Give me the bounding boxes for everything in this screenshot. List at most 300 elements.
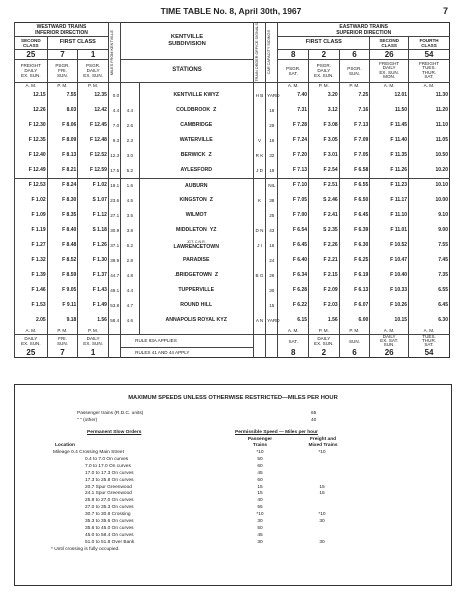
station-distance: 2.6 — [121, 118, 139, 133]
passenger-speed: 40 — [257, 498, 263, 504]
station-cell — [139, 118, 253, 133]
east-time: F 2.15 — [309, 268, 340, 283]
mileage: 4.4 — [108, 103, 120, 118]
west-time: F 12.49 — [15, 163, 48, 178]
west-time: F 12.35 — [15, 133, 48, 148]
east-type-54: FREIGHT TUES. THUR. SAT. — [409, 60, 450, 83]
east-time: 7.35 — [409, 268, 450, 283]
west-time: F 1.02 — [15, 193, 48, 208]
east-time: F 7.20 — [278, 148, 309, 163]
east-time: F 6.39 — [339, 223, 370, 238]
east-time: F 6.22 — [278, 298, 309, 313]
west-time: F 9.05 — [47, 283, 78, 298]
east-time: 6.00 — [339, 313, 370, 328]
east-time: F 11.35 — [370, 148, 409, 163]
timetable-row — [15, 178, 450, 193]
slow-order-location: 25.8 to 27.0 On curves — [85, 498, 134, 504]
station-name: PARADISE — [183, 257, 210, 264]
passenger-speed: 60 — [257, 477, 263, 483]
ampm-east: A. M. — [370, 328, 409, 334]
east-time: F 11.17 — [370, 193, 409, 208]
west-time: 8.03 — [47, 103, 78, 118]
east-footer-train-8: 8 — [278, 348, 309, 358]
passenger-speed: 50 — [257, 525, 263, 531]
west-time: F 12.40 — [15, 148, 48, 163]
ampm-west: P. M. — [47, 328, 78, 334]
west-train-7: 7 — [47, 49, 78, 59]
east-train-2: 2 — [309, 49, 340, 59]
other-speed-label: " " (other) — [77, 418, 98, 423]
station-name: LAWRENCETOWN — [173, 244, 219, 251]
east-time: F 2.41 — [309, 208, 340, 223]
train-order-signal — [253, 283, 265, 298]
east-time: F 10.47 — [370, 253, 409, 268]
car-capacity-label: CAR CAPACITY SIDINGS — [267, 30, 272, 75]
station-distance: 6.2 — [121, 238, 139, 253]
east-footer-days-6: SUN. — [339, 334, 370, 348]
mileage: 0.0 — [108, 88, 120, 103]
freight-speed: 15 — [319, 491, 325, 497]
ampm-west: A. M. — [15, 328, 48, 334]
passenger-speed: 15 — [257, 491, 263, 497]
rule-93a: RULE 93A APPLIES — [121, 334, 254, 348]
station-name: BERWICK — [180, 152, 206, 159]
ampm-east: A. M. — [409, 82, 450, 88]
east-time: F 11.23 — [370, 178, 409, 193]
station-cell — [139, 88, 253, 103]
east-time: F 7.05 — [339, 148, 370, 163]
east-time: F 10.40 — [370, 268, 409, 283]
west-time: S 1.07 — [78, 193, 109, 208]
east-time: 6.55 — [409, 283, 450, 298]
east-time: F 2.26 — [309, 238, 340, 253]
timetable-row — [15, 118, 450, 133]
mileage: 58.4 — [108, 313, 120, 328]
west-time: 2.05 — [15, 313, 48, 328]
station-name: WATERVILLE — [179, 137, 213, 144]
other-speed-value: 40 — [311, 418, 317, 423]
ampm-west: P. M. — [78, 82, 109, 88]
station-flag: YZ — [209, 227, 217, 234]
east-time: 10.15 — [370, 313, 409, 328]
station-distance: 4.5 — [121, 193, 139, 208]
train-order-signal: B G — [253, 268, 265, 283]
east-time: F 11.40 — [370, 133, 409, 148]
car-capacity: 19 — [266, 163, 278, 178]
car-capacity: 16 — [266, 238, 278, 253]
speeds-heading: MAXIMUM SPEEDS UNLESS OTHERWISE RESTRICTED—MILES PER HOUR — [128, 395, 338, 401]
slow-order-location: 17.0 to 17.3 On curves — [85, 470, 134, 476]
west-time: F 1.46 — [15, 283, 48, 298]
west-time: F 1.37 — [78, 268, 109, 283]
west-time: F 1.02 — [78, 178, 109, 193]
ampm-west: P. M. — [78, 328, 109, 334]
east-time: F 7.09 — [339, 133, 370, 148]
train-order-signal: D N — [253, 223, 265, 238]
east-time: 11.10 — [409, 118, 450, 133]
timetable-row — [15, 193, 450, 208]
train-order-signal: K — [253, 193, 265, 208]
eastward-title: EASTWARD TRAINS SUPERIOR DIRECTION — [278, 23, 450, 37]
mileage: 49.1 — [108, 283, 120, 298]
east-time: S 2.46 — [309, 193, 340, 208]
station-name: AYLESFORD — [180, 167, 212, 174]
timetable-row — [15, 313, 450, 328]
car-capacity: 32 — [266, 148, 278, 163]
west-train-1: 1 — [78, 49, 109, 59]
east-time: 11.50 — [370, 103, 409, 118]
station-name: ROUND HILL — [180, 302, 213, 309]
timetable-row — [15, 88, 450, 103]
east-time: F 2.03 — [309, 298, 340, 313]
west-footer-days-1: DAILY EX. SUN. — [78, 334, 109, 348]
timetable-row — [15, 208, 450, 223]
train-order-signal — [253, 118, 265, 133]
west-footer-days-25: DAILY EX. SUN. — [15, 334, 48, 348]
station-name: KENTVILLE KWYZ — [173, 92, 219, 99]
east-class-first: FIRST CLASS — [278, 37, 370, 49]
timetable-row — [15, 163, 450, 178]
east-class-second: SECOND CLASS — [370, 37, 409, 49]
passenger-speed: 45 — [257, 470, 263, 476]
slow-order-location: 17.3 to 25.8 On curves — [85, 477, 134, 483]
east-time: 7.40 — [278, 88, 309, 103]
passenger-speed: 30 — [257, 519, 263, 524]
slow-order-location: 20.7 Spur Greenwood — [85, 484, 132, 490]
rules-41-44: RULES 41 AND 44 APPLY — [121, 348, 254, 358]
west-time: F 1.09 — [15, 208, 48, 223]
west-type-25: FREIGHT DAILY EX. SUN. — [15, 60, 48, 83]
mileage: 9.3 — [108, 133, 120, 148]
east-time: 9.10 — [409, 208, 450, 223]
station-cell — [139, 223, 253, 238]
station-cell — [139, 103, 253, 118]
station-name: WILMOT — [185, 212, 207, 219]
station-cell — [139, 148, 253, 163]
miles-from-kentville-label: MILES FROM KENTVILLE — [109, 29, 114, 75]
slow-order-location: 27.0 to 35.3 On curves — [85, 505, 134, 511]
east-time: F 2.09 — [309, 283, 340, 298]
east-footer-days-26: DAILY EX. SAT. SUN. — [370, 334, 409, 348]
east-time: F 11.10 — [370, 208, 409, 223]
page-number: 7 — [442, 6, 448, 16]
passenger-speed-value: 65 — [311, 411, 317, 416]
east-time: F 10.26 — [370, 298, 409, 313]
timetable-row — [15, 283, 450, 298]
car-capacity: YARD — [266, 88, 278, 103]
permanent-slow-orders-label: Permanent Slow Orders — [87, 430, 142, 435]
west-time: F 8.52 — [47, 253, 78, 268]
east-time: 12.01 — [370, 88, 409, 103]
west-time: F 12.30 — [15, 118, 48, 133]
west-time: F 8.21 — [47, 163, 78, 178]
station-flag: Z — [214, 272, 218, 279]
timetable-row — [15, 268, 450, 283]
east-time: 10.20 — [409, 163, 450, 178]
passenger-speed: 60 — [257, 463, 263, 469]
east-train-54: 54 — [409, 49, 450, 59]
west-time: F 1.32 — [15, 253, 48, 268]
west-time: F 1.43 — [78, 283, 109, 298]
west-time: F 1.53 — [15, 298, 48, 313]
west-time: F 8.35 — [47, 208, 78, 223]
east-footer-days-8: SAT. — [278, 334, 309, 348]
station-cell — [139, 238, 253, 253]
ampm-east: P. M. — [309, 328, 340, 334]
freight-speed: 30 — [319, 519, 325, 524]
west-type-7: PSGR. FRI. SUN. — [47, 60, 78, 83]
station-flag: Z — [209, 197, 213, 204]
east-time: F 7.28 — [278, 118, 309, 133]
train-order-signal: H B — [253, 88, 265, 103]
east-time: F 7.24 — [278, 133, 309, 148]
station-distance: 4.7 — [121, 298, 139, 313]
station-name: TUPPERVILLE — [178, 287, 215, 294]
west-time: F 1.39 — [15, 268, 48, 283]
west-footer-train-1: 1 — [78, 348, 109, 358]
station-distance: 3.0 — [121, 148, 139, 163]
freight-speed: 30 — [319, 539, 325, 545]
east-time: F 2.51 — [309, 178, 340, 193]
station-distance: 3.5 — [121, 208, 139, 223]
east-time: F 2.54 — [309, 163, 340, 178]
east-type-6: PSGR. SUN. — [339, 60, 370, 83]
station-name: .BRIDGETOWN — [174, 272, 212, 279]
freight-speed: *10 — [318, 450, 326, 455]
slow-order-location: 0.4 to 7.0 On curves — [85, 456, 129, 462]
passenger-speed: *10 — [256, 512, 264, 518]
east-footer-train-54: 54 — [409, 348, 450, 358]
car-capacity: NIL — [266, 178, 278, 193]
train-order-signal: A N — [253, 313, 265, 328]
page-header — [0, 6, 462, 18]
car-capacity: 18 — [266, 103, 278, 118]
ampm-east: A. M. — [370, 82, 409, 88]
west-time: 12.42 — [78, 103, 109, 118]
east-time: F 10.33 — [370, 283, 409, 298]
westward-title: WESTWARD TRAINS INFERIOR DIRECTION — [15, 23, 109, 37]
west-time: F 12.48 — [78, 133, 109, 148]
west-footer-train-25: 25 — [15, 348, 48, 358]
west-time: F 8.40 — [47, 223, 78, 238]
station-distance: 1.6 — [121, 178, 139, 193]
east-time: F 6.40 — [278, 253, 309, 268]
station-name: ANNAPOLIS ROYAL KYZ — [165, 317, 227, 324]
station-distance: 4.4 — [121, 283, 139, 298]
location-label: Location — [55, 443, 75, 448]
car-capacity: 29 — [266, 118, 278, 133]
west-class-first: FIRST CLASS — [47, 37, 108, 49]
timetable-row — [15, 253, 450, 268]
west-time: 7.55 — [47, 88, 78, 103]
east-time: S 2.35 — [309, 223, 340, 238]
mileage: 19.1 — [108, 178, 120, 193]
east-time: F 11.26 — [370, 163, 409, 178]
east-time: F 3.08 — [309, 118, 340, 133]
train-order-signals-label: TRAIN ORDER OFFICE SIGNALS — [254, 23, 259, 82]
freight-speed: *10 — [318, 512, 326, 518]
west-time: 9.18 — [47, 313, 78, 328]
east-time: 3.20 — [309, 88, 340, 103]
east-footer-train-2: 2 — [309, 348, 340, 358]
east-time: F 6.19 — [339, 268, 370, 283]
ampm-east: P. M. — [309, 82, 340, 88]
east-time: 10.00 — [409, 193, 450, 208]
station-cell — [139, 133, 253, 148]
station-distance: 4.8 — [121, 268, 139, 283]
junction-note: JCT. C.N.R. — [186, 239, 206, 244]
passenger-speed: 15 — [257, 484, 263, 490]
station-distance — [121, 88, 139, 103]
east-time: F 6.45 — [339, 208, 370, 223]
west-class-second: SECOND CLASS — [15, 37, 48, 49]
station-cell — [139, 178, 253, 193]
subdivision-title: KENTVILLE SUBDIVISION — [121, 23, 254, 60]
east-time: F 6.30 — [339, 238, 370, 253]
east-time: 7.31 — [278, 103, 309, 118]
west-time: 1.56 — [78, 313, 109, 328]
slow-order-location: 35.3 to 35.6 On curves — [85, 519, 134, 524]
freight-trains-col: Freight and Mixed Trains — [308, 437, 338, 448]
slow-order-location: 51.0 to 51.8 Over Bank — [85, 539, 135, 545]
ampm-west: A. M. — [15, 82, 48, 88]
station-name: CAMBRIDGE — [180, 122, 213, 129]
east-class-fourth: FOURTH CLASS — [409, 37, 450, 49]
train-order-signal — [253, 253, 265, 268]
east-footer-days-2: DAILY EX. SUN. — [309, 334, 340, 348]
east-footer-train-26: 26 — [370, 348, 409, 358]
station-distance: 4.4 — [121, 103, 139, 118]
passenger-speed: 45 — [257, 532, 263, 538]
car-capacity: 24 — [266, 253, 278, 268]
station-name: MIDDLETON — [176, 227, 207, 234]
east-time: F 6.58 — [339, 163, 370, 178]
slow-order-location: 7.0 to 17.0 On curves — [85, 463, 131, 469]
west-time: F 8.30 — [47, 193, 78, 208]
mileage: 39.9 — [108, 253, 120, 268]
mileage: 17.5 — [108, 163, 120, 178]
west-footer-days-7: FRI. SUN. — [47, 334, 78, 348]
slow-order-location: 30.7 to 30.8 Crossing — [85, 512, 131, 518]
east-type-26: FREIGHT DAILY EX. SUN. MON. — [370, 60, 409, 83]
east-time: F 6.28 — [278, 283, 309, 298]
ampm-east: A. M. — [409, 328, 450, 334]
west-time: S 1.18 — [78, 223, 109, 238]
east-time: 7.16 — [339, 103, 370, 118]
car-capacity: 16 — [266, 133, 278, 148]
page-title: TIME TABLE No. 8, April 30th, 1967 — [160, 6, 302, 16]
east-time: 10.10 — [409, 178, 450, 193]
west-time: F 8.09 — [47, 133, 78, 148]
east-time: F 7.13 — [339, 118, 370, 133]
west-time: F 12.59 — [78, 163, 109, 178]
east-train-26: 26 — [370, 49, 409, 59]
station-cell — [139, 253, 253, 268]
station-name: KINGSTON — [179, 197, 207, 204]
station-cell — [139, 193, 253, 208]
east-footer-train-6: 6 — [339, 348, 370, 358]
mileage: 27.1 — [108, 208, 120, 223]
train-order-signal — [253, 208, 265, 223]
west-time: F 8.48 — [47, 238, 78, 253]
slow-order-location: 45.0 to 58.4 On curves — [85, 532, 134, 538]
east-time: F 2.21 — [309, 253, 340, 268]
station-cell — [139, 313, 253, 328]
passenger-speed-label: Passenger trains (R.D.C. units) — [77, 411, 144, 416]
station-distance: 2.3 — [121, 133, 139, 148]
car-capacity: YARD — [266, 313, 278, 328]
timetable-row — [15, 238, 450, 253]
mileage: 44.7 — [108, 268, 120, 283]
east-time: F 7.13 — [278, 163, 309, 178]
east-time: 6.15 — [278, 313, 309, 328]
mileage: 53.8 — [108, 298, 120, 313]
station-distance: 5.2 — [121, 163, 139, 178]
west-time: F 8.13 — [47, 148, 78, 163]
mileage: 12.3 — [108, 148, 120, 163]
train-order-signal: J D — [253, 163, 265, 178]
station-name: AUBURN — [184, 182, 208, 189]
train-order-signal — [253, 298, 265, 313]
station-distance: 4.6 — [121, 313, 139, 328]
east-time: 11.30 — [409, 88, 450, 103]
mileage: 30.9 — [108, 223, 120, 238]
speed-restrictions-section — [14, 384, 452, 586]
mileage: 37.1 — [108, 238, 120, 253]
west-time: F 8.06 — [47, 118, 78, 133]
east-time: F 7.10 — [278, 178, 309, 193]
east-time: F 11.01 — [370, 223, 409, 238]
passenger-trains-col: Passenger Trains — [247, 437, 273, 448]
mileage: 7.0 — [108, 118, 120, 133]
east-time: F 6.45 — [278, 238, 309, 253]
passenger-speed: 55 — [257, 505, 263, 511]
slow-order-location: 24.1 Spur Greenwood — [85, 491, 132, 497]
east-time: F 6.34 — [278, 268, 309, 283]
west-time: F 8.59 — [47, 268, 78, 283]
passenger-speed: *10 — [256, 450, 264, 455]
station-cell — [139, 283, 253, 298]
east-time: F 7.00 — [278, 208, 309, 223]
west-time: F 12.52 — [78, 148, 109, 163]
ampm-east: P. M. — [339, 328, 370, 334]
east-time: 7.25 — [339, 88, 370, 103]
west-time: F 12.45 — [78, 118, 109, 133]
east-time: F 6.54 — [278, 223, 309, 238]
west-time: 12.35 — [78, 88, 109, 103]
ampm-west: P. M. — [47, 82, 78, 88]
station-cell — [139, 268, 253, 283]
slow-order-location: Mileage 0.4 Crossing Main Street — [53, 450, 124, 455]
east-time: F 11.45 — [370, 118, 409, 133]
west-time: F 9.11 — [47, 298, 78, 313]
east-time: 6.45 — [409, 298, 450, 313]
west-time: F 1.26 — [78, 238, 109, 253]
east-time: 10.50 — [409, 148, 450, 163]
east-time: 9.00 — [409, 223, 450, 238]
east-time: 1.56 — [309, 313, 340, 328]
east-time: F 6.25 — [339, 253, 370, 268]
east-time: 11.20 — [409, 103, 450, 118]
west-time: F 12.53 — [15, 178, 48, 193]
train-order-signal — [253, 103, 265, 118]
car-capacity: 26 — [266, 268, 278, 283]
west-time: 12.15 — [15, 88, 48, 103]
station-cell — [139, 298, 253, 313]
car-capacity: 15 — [266, 298, 278, 313]
timetable-row — [15, 148, 450, 163]
west-time: F 1.30 — [78, 253, 109, 268]
